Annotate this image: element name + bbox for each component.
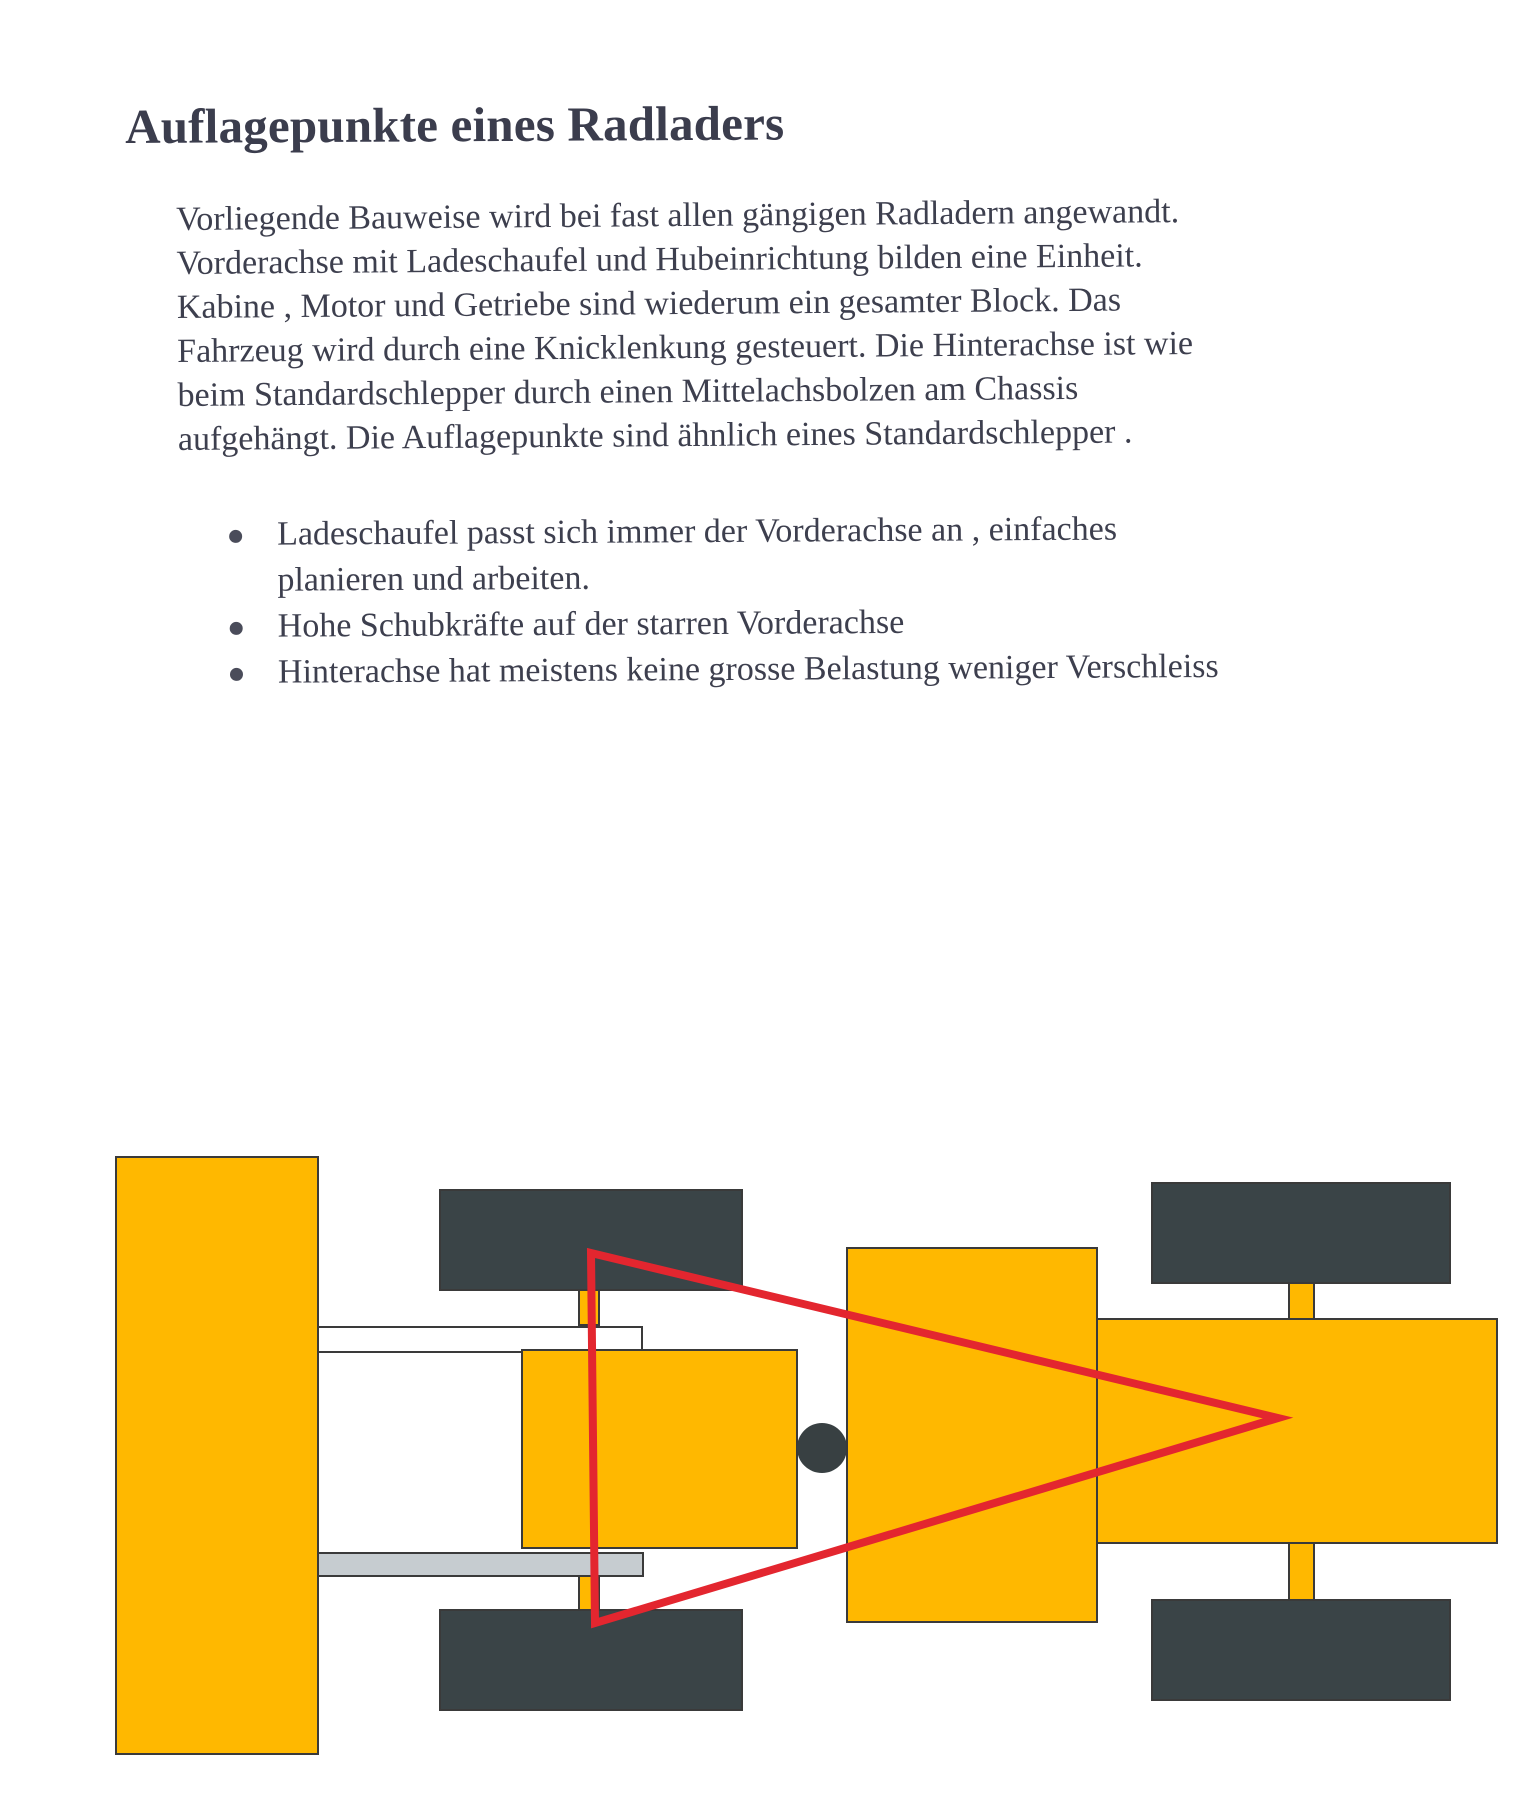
rear-tire-top xyxy=(1152,1183,1450,1283)
intro-line: Vorderachse mit Ladeschaufel und Hubeinrichtung bilden eine Einheit. xyxy=(176,237,1143,282)
page-title: Auflagepunkte eines Radladers xyxy=(125,95,785,154)
bullet-line: Hinterachse hat meistens keine grosse Belastung weniger Verschleiss xyxy=(277,647,1219,691)
bullet-line: Ladeschaufel passt sich immer der Vorderachse an , einfaches xyxy=(277,510,1118,553)
rear-body xyxy=(1097,1319,1497,1543)
cabin-block xyxy=(847,1248,1097,1622)
bucket xyxy=(116,1157,318,1754)
intro-line: Vorliegende Bauweise wird bei fast allen gängigen Radladern angewandt. xyxy=(176,193,1180,238)
rear-axle-stub-bottom xyxy=(1289,1543,1314,1605)
intro-line: Fahrzeug wird durch eine Knicklenkung gesteuert. Die Hinterachse ist wie xyxy=(177,325,1194,370)
rear-tire-bottom xyxy=(1152,1600,1450,1700)
intro-line: aufgehängt. Die Auflagepunkte sind ähnlich eines Standardschlepper . xyxy=(177,413,1133,458)
bullet-line: Hohe Schubkräfte auf der starren Vorderachse xyxy=(277,603,905,645)
intro-line: Kabine , Motor und Getriebe sind wiederum ein gesamter Block. Das xyxy=(176,281,1122,326)
bullet-line: planieren und arbeiten. xyxy=(277,559,591,599)
front-tire-bottom xyxy=(440,1610,742,1710)
articulation-pivot xyxy=(797,1423,847,1473)
intro-line: beim Standardschlepper durch einen Mittelachsbolzen am Chassis xyxy=(177,369,1079,414)
front-frame xyxy=(522,1350,797,1548)
